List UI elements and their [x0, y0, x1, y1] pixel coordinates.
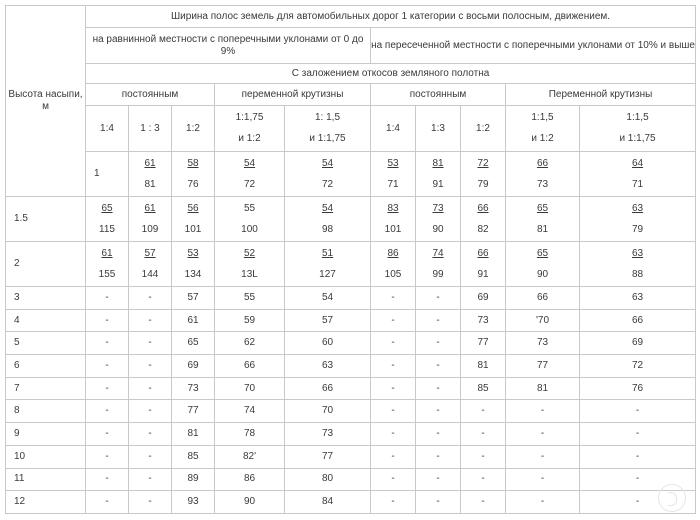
group-variable-flat: переменной крутизны	[215, 84, 371, 106]
value-cell: -	[86, 355, 129, 378]
value-cell	[416, 242, 461, 287]
value-top: 55	[243, 202, 256, 214]
ratio-header	[215, 106, 285, 152]
ratio-label: 1 : 3	[140, 122, 160, 134]
value-bottom: 105	[384, 268, 402, 280]
ratio-label: 1:1,75	[235, 112, 264, 123]
table-row	[6, 468, 696, 491]
value-cell	[416, 197, 461, 242]
table-row	[6, 309, 696, 332]
value-top: 83	[387, 202, 399, 214]
value-bottom: 144	[141, 268, 159, 280]
value-cell: 72	[580, 355, 696, 378]
value-cell: 81	[506, 377, 580, 400]
value-bottom: 76	[187, 178, 199, 190]
value-cell: 66	[580, 309, 696, 332]
ratio-header	[416, 106, 461, 152]
value-cell	[285, 242, 371, 287]
value-bottom: 81	[536, 223, 549, 235]
group-variable-rough: Переменной крутизны	[506, 84, 696, 106]
ratio-header	[285, 106, 371, 152]
height-cell: 5	[6, 332, 86, 355]
ratio-label-alt: и 1:2	[531, 133, 554, 144]
value-top: 53	[387, 157, 399, 169]
watermark-logo-icon	[658, 484, 686, 512]
value-bottom: 100	[241, 223, 258, 235]
ratio-label: 1:1,5	[531, 112, 554, 123]
value-bottom: 71	[631, 178, 644, 190]
ratio-header-row	[6, 106, 696, 152]
value-cell: 65	[172, 332, 215, 355]
value-cell: -	[371, 332, 416, 355]
value-cell: 70	[215, 377, 285, 400]
table-row	[6, 400, 696, 423]
value-cell: -	[86, 445, 129, 468]
value-cell	[285, 152, 371, 197]
ratio-label: 1:4	[386, 122, 400, 134]
value-cell: -	[416, 287, 461, 310]
value-cell: -	[416, 332, 461, 355]
value-top: 64	[631, 157, 644, 169]
value-cell	[215, 152, 285, 197]
value-cell: -	[416, 377, 461, 400]
value-cell: 77	[461, 332, 506, 355]
height-cell: 4	[6, 309, 86, 332]
value-bottom: 79	[477, 178, 489, 190]
value-cell	[86, 242, 129, 287]
value-top: 66	[536, 157, 549, 169]
group-constant-flat: постоянным	[86, 84, 215, 106]
height-cell: 1.5	[6, 197, 86, 242]
value-top: 65	[536, 247, 549, 259]
value-bottom: 90	[432, 223, 444, 235]
value-cell: -	[416, 468, 461, 491]
value-cell: 78	[215, 423, 285, 446]
table-row	[6, 491, 696, 514]
value-cell: 70	[285, 400, 371, 423]
value-bottom: 72	[243, 178, 256, 190]
value-cell	[580, 242, 696, 287]
value-cell: 57	[285, 309, 371, 332]
value-cell: 73	[506, 332, 580, 355]
value-cell: 80	[285, 468, 371, 491]
value-bottom: 72	[321, 178, 334, 190]
value-bottom: 101	[184, 223, 202, 235]
value-cell	[172, 152, 215, 197]
value-bottom: 99	[432, 268, 444, 280]
value-top: 53	[187, 247, 199, 259]
value-top: 56	[187, 202, 199, 214]
value-cell: -	[86, 377, 129, 400]
ratio-label-alt: и 1:1,75	[309, 133, 346, 144]
value-cell	[215, 197, 285, 242]
value-bottom: 115	[99, 223, 115, 235]
value-cell: 63	[580, 287, 696, 310]
value-top: 61	[144, 202, 156, 214]
table-row	[6, 377, 696, 400]
value-cell: -	[416, 309, 461, 332]
value-bottom: 13L	[241, 268, 258, 280]
value-cell: -	[129, 445, 172, 468]
value-cell: -	[461, 491, 506, 514]
value-bottom: 134	[184, 268, 202, 280]
height-cell: 9	[6, 423, 86, 446]
value-cell: 54	[285, 287, 371, 310]
table-row	[6, 287, 696, 310]
ratio-header	[580, 106, 696, 152]
land-width-table	[5, 5, 696, 514]
value-cell: -	[416, 355, 461, 378]
value-cell: 69	[172, 355, 215, 378]
value-cell: -	[129, 332, 172, 355]
value-top: 65	[101, 202, 113, 214]
value-bottom: 82	[477, 223, 489, 235]
height-cell: 1	[86, 152, 129, 197]
value-cell: 61	[172, 309, 215, 332]
value-cell: -	[416, 491, 461, 514]
ratio-header	[371, 106, 416, 152]
value-cell: 66	[506, 287, 580, 310]
value-cell: -	[86, 287, 129, 310]
value-top: 54	[243, 157, 256, 169]
value-cell: 77	[285, 445, 371, 468]
value-cell: -	[129, 468, 172, 491]
value-top: 57	[144, 247, 156, 259]
value-top: 61	[101, 247, 113, 259]
corner-header-text: Высота насыпи, м	[8, 89, 83, 112]
value-cell: 66	[215, 355, 285, 378]
value-cell	[416, 152, 461, 197]
group-constant-rough: постоянным	[371, 84, 506, 106]
value-cell	[506, 242, 580, 287]
value-top: 51	[321, 247, 334, 259]
value-cell: 60	[285, 332, 371, 355]
value-cell: -	[371, 355, 416, 378]
value-cell	[461, 242, 506, 287]
terrain-rough-header: на пересеченной местности с поперечными уклонами от 10% и выше	[371, 28, 696, 64]
value-cell: -	[86, 309, 129, 332]
value-cell	[129, 197, 172, 242]
value-cell: -	[461, 468, 506, 491]
value-top: 81	[432, 157, 444, 169]
value-cell: 57	[172, 287, 215, 310]
value-bottom: 91	[432, 178, 444, 190]
value-cell: 62	[215, 332, 285, 355]
value-top: 65	[536, 202, 549, 214]
slopes-caption: С заложением откосов земляного полотна	[86, 64, 696, 84]
value-cell: 73	[172, 377, 215, 400]
value-cell: 59	[215, 309, 285, 332]
value-cell: -	[86, 491, 129, 514]
height-cell: 12	[6, 491, 86, 514]
value-cell: -	[86, 468, 129, 491]
value-cell: 66	[285, 377, 371, 400]
value-cell	[461, 152, 506, 197]
value-cell: -	[129, 491, 172, 514]
value-cell	[371, 242, 416, 287]
value-cell: -	[416, 400, 461, 423]
value-cell: -	[86, 332, 129, 355]
ratio-label: 1:1,5	[626, 112, 649, 123]
height-cell: 3	[6, 287, 86, 310]
value-cell: -	[416, 445, 461, 468]
height-cell: 7	[6, 377, 86, 400]
value-cell: -	[129, 287, 172, 310]
value-cell: 69	[461, 287, 506, 310]
value-top: 63	[631, 202, 644, 214]
value-cell: 77	[506, 355, 580, 378]
value-cell: -	[371, 423, 416, 446]
value-cell: -	[129, 355, 172, 378]
value-cell: -	[371, 287, 416, 310]
value-cell	[172, 242, 215, 287]
value-cell: -	[129, 400, 172, 423]
value-top: 58	[187, 157, 199, 169]
value-cell: 85	[461, 377, 506, 400]
ratio-label: 1:2	[186, 122, 200, 134]
value-cell	[129, 242, 172, 287]
ratio-header	[86, 106, 129, 152]
value-cell	[285, 197, 371, 242]
value-bottom: 155	[98, 268, 116, 280]
value-bottom: 101	[384, 223, 402, 235]
ratio-header	[172, 106, 215, 152]
value-bottom: 98	[321, 223, 334, 235]
height-cell: 10	[6, 445, 86, 468]
value-top: 74	[432, 247, 444, 259]
value-cell: -	[371, 468, 416, 491]
value-cell: 63	[285, 355, 371, 378]
ratio-label: 1: 1,5	[314, 112, 341, 123]
value-cell: 73	[285, 423, 371, 446]
value-cell	[506, 152, 580, 197]
ratio-header	[506, 106, 580, 152]
value-bottom: 73	[536, 178, 549, 190]
height-cell: 11	[6, 468, 86, 491]
value-cell: 74	[215, 400, 285, 423]
value-cell	[86, 197, 129, 242]
corner-header	[6, 6, 86, 197]
ratio-header	[129, 106, 172, 152]
value-cell: -	[580, 445, 696, 468]
value-cell: 81	[461, 355, 506, 378]
value-top: 66	[477, 202, 489, 214]
value-bottom: 109	[141, 223, 159, 235]
value-cell: 90	[215, 491, 285, 514]
value-bottom: 127	[319, 268, 336, 280]
value-cell: -	[416, 423, 461, 446]
value-cell: 82'	[215, 445, 285, 468]
height-cell: 8	[6, 400, 86, 423]
value-top: 61	[144, 157, 156, 169]
value-top: 86	[387, 247, 399, 259]
value-cell: -	[461, 423, 506, 446]
height-cell: 2	[6, 242, 86, 287]
value-cell: -	[461, 445, 506, 468]
value-bottom: 81	[144, 178, 156, 190]
table-row	[6, 242, 696, 287]
terrain-flat-header: на равнинной местности с поперечными уклонами от 0 до 9%	[86, 28, 371, 64]
value-cell: -	[371, 491, 416, 514]
value-cell: -	[371, 445, 416, 468]
value-cell: -	[580, 468, 696, 491]
value-cell: -	[371, 309, 416, 332]
value-cell: 69	[580, 332, 696, 355]
value-cell	[371, 152, 416, 197]
value-cell: 81	[172, 423, 215, 446]
table-row	[6, 332, 696, 355]
ratio-label-alt: и 1:2	[238, 133, 261, 144]
value-cell: -	[506, 423, 580, 446]
value-cell: -	[129, 309, 172, 332]
value-cell: 93	[172, 491, 215, 514]
table-row	[6, 423, 696, 446]
table-row	[6, 355, 696, 378]
value-cell	[580, 197, 696, 242]
value-cell: -	[461, 400, 506, 423]
value-cell: -	[129, 377, 172, 400]
value-top: 73	[432, 202, 444, 214]
table-row	[6, 445, 696, 468]
ratio-label: 1:2	[476, 122, 490, 134]
table-title: Ширина полос земель для автомобильных дорог 1 категории с восьми полосным, движением.	[86, 6, 696, 28]
value-cell	[506, 197, 580, 242]
value-cell	[580, 152, 696, 197]
height-cell: 6	[6, 355, 86, 378]
value-bottom: 71	[387, 178, 399, 190]
value-cell: -	[580, 423, 696, 446]
value-cell	[215, 242, 285, 287]
value-cell: -	[371, 377, 416, 400]
table-row	[6, 152, 696, 197]
ratio-label: 1:3	[431, 122, 445, 134]
value-top: 54	[321, 202, 334, 214]
value-cell: 89	[172, 468, 215, 491]
value-cell	[172, 197, 215, 242]
value-cell	[371, 197, 416, 242]
value-cell: -	[580, 400, 696, 423]
value-cell: -	[86, 423, 129, 446]
value-cell: -	[506, 400, 580, 423]
value-cell	[461, 197, 506, 242]
value-bottom: 91	[477, 268, 489, 280]
ratio-label: 1:4	[100, 122, 114, 134]
value-bottom: 79	[631, 223, 644, 235]
value-cell: 55	[215, 287, 285, 310]
value-cell: -	[371, 400, 416, 423]
value-cell: 85	[172, 445, 215, 468]
value-bottom: 90	[536, 268, 549, 280]
value-top: 54	[321, 157, 334, 169]
value-cell: '70	[506, 309, 580, 332]
value-top: 66	[477, 247, 489, 259]
value-cell: 77	[172, 400, 215, 423]
value-cell: 73	[461, 309, 506, 332]
value-cell: 76	[580, 377, 696, 400]
value-top: 63	[631, 247, 644, 259]
value-cell: -	[506, 491, 580, 514]
table-row	[6, 197, 696, 242]
value-cell	[129, 152, 172, 197]
value-cell: -	[580, 491, 696, 514]
value-cell: -	[506, 445, 580, 468]
ratio-header	[461, 106, 506, 152]
ratio-label-alt: и 1:1,75	[619, 133, 656, 144]
value-top: 72	[477, 157, 489, 169]
value-bottom: 88	[631, 268, 644, 280]
value-cell: -	[86, 400, 129, 423]
value-cell: -	[506, 468, 580, 491]
value-cell: 84	[285, 491, 371, 514]
value-top: 52	[243, 247, 256, 259]
value-cell: -	[129, 423, 172, 446]
value-cell: 86	[215, 468, 285, 491]
